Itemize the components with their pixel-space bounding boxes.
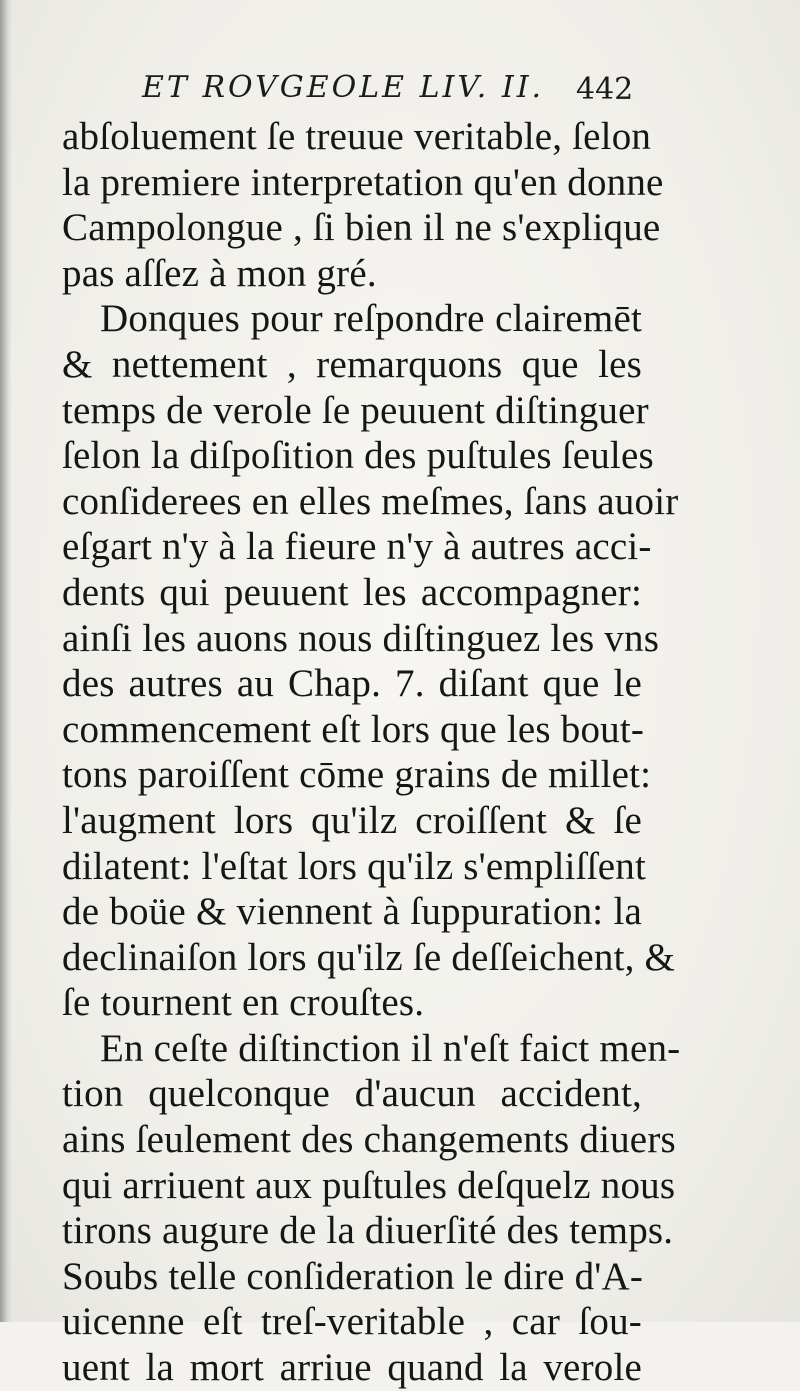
- text-line: des autres au Chap. 7. diſant que le: [62, 662, 642, 706]
- text-line: Soubs telle conſideration le dire d'A-: [62, 1254, 644, 1298]
- text-line: uicenne eſt treſ-veritable , car ſou-: [62, 1300, 642, 1344]
- text-line: & nettement , remarquons que les: [62, 342, 642, 386]
- text-line: pas aſſez à mon gré.: [62, 251, 377, 295]
- text-line: ainſi les auons nous diſtinguez les vns: [62, 616, 660, 660]
- text-line: temps de verole ſe peuuent diſtinguer: [62, 388, 649, 432]
- text-line: dents qui peuuent les accompagner:: [62, 570, 642, 614]
- text-line: abſoluement ſe treuue veritable, ſelon: [62, 115, 652, 158]
- text-line: tion quelconque d'aucun accident,: [62, 1072, 642, 1116]
- text-line: conſiderees en elles meſmes, ſans auoir: [62, 479, 679, 523]
- text-line: ſelon la diſpoſition des puſtules ſeules: [62, 434, 654, 478]
- page-gutter-shadow: [0, 0, 12, 1322]
- body-text: [62, 114, 681, 1391]
- text-line: qui arriuent aux puſtules deſquelz nous: [62, 1163, 676, 1207]
- text-line: de boüe & viennent à ſuppuration: la: [62, 890, 642, 934]
- running-head: ET ROVGEOLE LIV. II.: [142, 70, 545, 105]
- text-line: tons paroiſſent cōme grains de millet:: [62, 753, 652, 797]
- text-line: uent la mort arriue quand la verole: [62, 1346, 642, 1390]
- page-number: 442: [576, 72, 634, 107]
- text-line: l'augment lors qu'ilz croiſſent & ſe: [62, 798, 642, 842]
- text-line: eſgart n'y à la fieure n'y à autres acci-: [62, 525, 652, 569]
- text-line: la premiere interpretation qu'en donne: [62, 160, 664, 204]
- paragraph-start-line: Donques pour reſpondre clairemēt: [100, 297, 642, 341]
- text-line: dilatent: l'eſtat lors qu'ilz s'empliſſent: [62, 844, 647, 888]
- text-line: declinaiſon lors qu'ilz ſe deſſeichent, &: [62, 935, 676, 979]
- page-header: [0, 70, 800, 114]
- text-line: ſe tournent en crouſtes.: [62, 981, 425, 1025]
- text-line: ains ſeulement des changements diuers: [62, 1118, 676, 1162]
- paragraph-start-line: En ceſte diſtinction il n'eſt faict men-: [100, 1026, 681, 1070]
- text-line: commencement eſt lors que les bout-: [62, 707, 645, 751]
- text-line: Campolongue , ſi bien il ne s'explique: [62, 206, 661, 250]
- text-line: tirons augure de la diuerſité des temps.: [62, 1209, 674, 1253]
